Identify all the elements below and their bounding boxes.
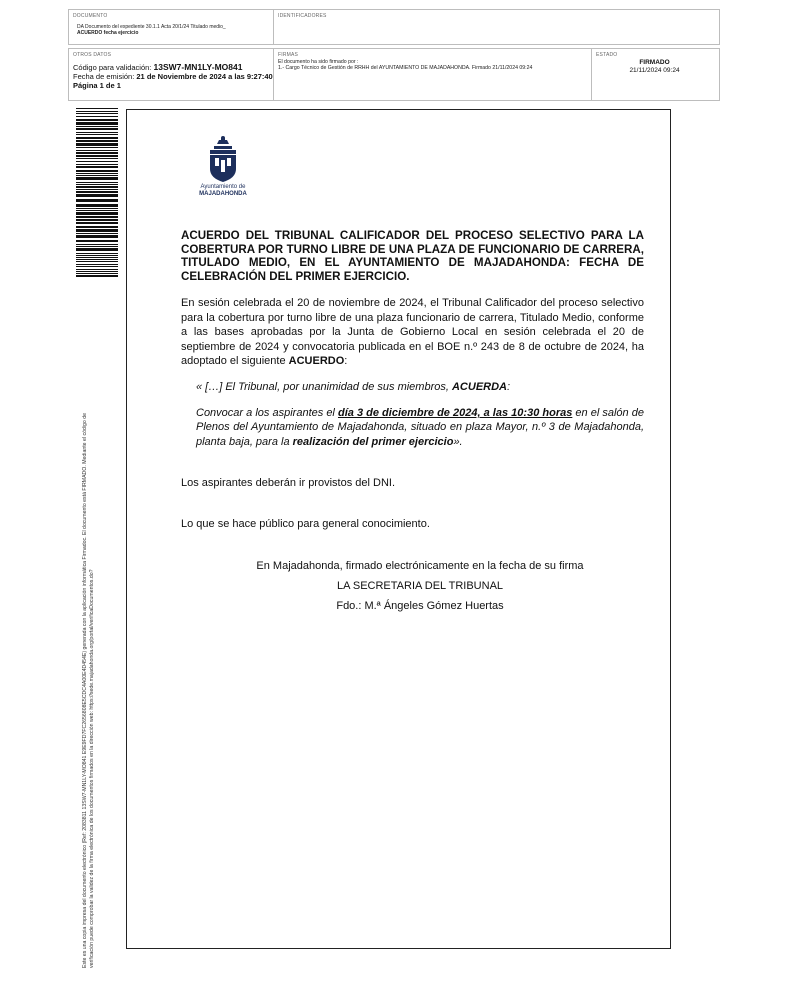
quote-bold: ACUERDA bbox=[451, 381, 507, 393]
barcode-bar bbox=[76, 216, 118, 218]
barcode-bar bbox=[76, 229, 118, 232]
public-paragraph: Lo que se hace público para general conocimiento. bbox=[181, 518, 430, 530]
barcode-bar bbox=[76, 199, 118, 202]
dni-paragraph: Los aspirantes deberán ir provistos del DNI. bbox=[181, 477, 395, 489]
barcode-bar bbox=[76, 244, 118, 245]
barcode-bar bbox=[76, 177, 118, 180]
verification-side-note bbox=[82, 298, 96, 968]
barcode-bar bbox=[76, 175, 118, 176]
signature-role: LA SECRETARIA DEL TRIBUNAL bbox=[336, 580, 504, 592]
document-line-1: DA Documento del expediente 30.1.1 Acta 20/1/24 Titulado medio_ bbox=[77, 24, 226, 30]
intro-bold: ACUERDO bbox=[288, 355, 345, 368]
status-label: ESTADO bbox=[596, 52, 618, 58]
barcode-bar bbox=[76, 191, 118, 193]
barcode-bar bbox=[76, 122, 118, 125]
validation-block bbox=[73, 63, 273, 90]
barcode-bar bbox=[76, 259, 118, 260]
barcode-bar bbox=[76, 269, 118, 270]
barcode-bar bbox=[76, 194, 118, 197]
barcode-bar bbox=[76, 137, 118, 139]
convocation-text-1: Convocar a los aspirantes el bbox=[196, 407, 335, 419]
logo-line-1: Ayuntamiento de bbox=[200, 184, 246, 190]
status-block bbox=[592, 59, 717, 75]
quote-open-text: « […] El Tribunal, por unanimidad de sus miembros, bbox=[196, 381, 449, 393]
barcode-bar bbox=[76, 182, 118, 183]
barcode-bar bbox=[76, 233, 118, 234]
barcode bbox=[76, 108, 118, 278]
barcode-bar bbox=[76, 261, 118, 262]
quote-opening bbox=[196, 380, 644, 394]
document-label: DOCUMENTO bbox=[73, 13, 108, 19]
header-document-box bbox=[68, 9, 274, 45]
emission-date-line bbox=[73, 72, 273, 81]
signature-intro: El documento ha sido firmado por : bbox=[278, 59, 359, 65]
logo-caption bbox=[188, 184, 258, 198]
page-info: Página 1 de 1 bbox=[73, 81, 121, 90]
signatures-block bbox=[278, 59, 590, 71]
barcode-bar bbox=[76, 119, 118, 121]
barcode-bar bbox=[76, 108, 118, 109]
barcode-bar bbox=[76, 161, 118, 162]
barcode-bar bbox=[76, 246, 118, 247]
document-title: ACUERDO DEL TRIBUNAL CALIFICADOR DEL PROCESO SELECTIVO PARA LA COBERTURA POR TURNO LIBRE DE UNA PLAZA DE FUNCIONARIO DE CARRERA, TITULADO MEDIO, EN EL AYUNTAMIENTO DE MAJADAHONDA: FECHA DE CELEBRACIÓN DEL PRIMER EJERCICIO. bbox=[181, 229, 644, 283]
validation-code-line bbox=[73, 63, 273, 72]
signature-name: Fdo.: M.ª Ángeles Gómez Huertas bbox=[336, 600, 504, 612]
barcode-bar bbox=[76, 140, 118, 142]
barcode-bar bbox=[76, 275, 118, 277]
barcode-bar bbox=[76, 113, 118, 114]
barcode-bar bbox=[76, 253, 118, 254]
barcode-bar bbox=[76, 255, 118, 256]
barcode-bar bbox=[76, 219, 118, 221]
header-other-data-box bbox=[68, 48, 274, 101]
barcode-bar bbox=[76, 152, 118, 154]
barcode-bar bbox=[76, 184, 118, 185]
signatures-label: FIRMAS bbox=[278, 52, 299, 58]
barcode-bar bbox=[76, 186, 118, 188]
barcode-bar bbox=[76, 210, 118, 211]
barcode-bar bbox=[76, 189, 118, 190]
barcode-bar bbox=[76, 271, 118, 272]
barcode-bar bbox=[76, 240, 118, 242]
identifiers-label: IDENTIFICADORES bbox=[278, 13, 327, 19]
signature-line: 1.- Cargo Técnico de Gestión de RRHH del AYUNTAMIENTO DE MAJADAHONDA. Firmado 21/11/2024 09:24 bbox=[278, 65, 533, 71]
document-line-2: ACUERDO fecha ejercicio bbox=[77, 30, 139, 36]
barcode-bar bbox=[76, 166, 118, 168]
status-value: FIRMADO bbox=[639, 59, 670, 66]
convocation-end: ». bbox=[453, 435, 463, 448]
barcode-bar bbox=[76, 126, 118, 127]
barcode-bar bbox=[76, 111, 118, 112]
barcode-bar bbox=[76, 158, 118, 159]
header-signatures-box bbox=[273, 48, 592, 101]
validation-code-prefix: Código para validación: bbox=[73, 63, 152, 72]
barcode-bar bbox=[76, 222, 118, 224]
barcode-bar bbox=[76, 150, 118, 151]
header-identifiers-box bbox=[273, 9, 720, 45]
barcode-bar bbox=[76, 143, 118, 146]
barcode-bar bbox=[76, 164, 118, 165]
side-note-line-1: Este es una copia impresa del documento electrónico (Ref: 2083811 13SW7-MN1LY-MO841 E9E9FD7FC2656808E5CDC4A00E4D454E) generada con la aplicación informática Firmadoc. El documento está FIRMADO. Mediante el código de bbox=[82, 413, 88, 968]
barcode-bar bbox=[76, 266, 118, 267]
intro-text: En sesión celebrada el 20 de noviembre de 2024, el Tribunal Calificador del proceso selectivo para la cobertura por turno libre de una plaza funcionario de carrera, Titulado Medio, conforme a las bases aprobadas por la Junta de Gobierno Local en sesión celebrada el 20 de septiembre de 2024 y convocatoria publicada en el BOE n.º 243 de 8 de octubre de 2024, ha adoptado el siguiente bbox=[181, 297, 644, 368]
barcode-bar bbox=[76, 134, 118, 135]
barcode-bar bbox=[76, 208, 118, 209]
barcode-bar bbox=[76, 132, 118, 133]
barcode-bar bbox=[76, 170, 118, 172]
logo-line-2: MAJADAHONDA bbox=[199, 191, 247, 197]
barcode-bar bbox=[76, 116, 118, 117]
barcode-bar bbox=[76, 226, 118, 228]
document-description bbox=[77, 24, 273, 36]
barcode-bar bbox=[76, 155, 118, 157]
quote-colon: : bbox=[506, 381, 511, 393]
status-date: 21/11/2024 09:24 bbox=[629, 67, 680, 74]
barcode-bar bbox=[76, 273, 118, 274]
barcode-bar bbox=[76, 128, 118, 130]
barcode-bar bbox=[76, 212, 118, 215]
barcode-bar bbox=[76, 248, 118, 251]
barcode-bar bbox=[76, 204, 118, 207]
barcode-bar bbox=[76, 257, 118, 258]
convocation-paragraph bbox=[196, 406, 644, 449]
intro-paragraph bbox=[181, 296, 644, 369]
header-status-box bbox=[591, 48, 720, 101]
barcode-bar bbox=[76, 147, 118, 148]
convocation-bold: realización del primer ejercicio bbox=[292, 435, 454, 448]
side-note-line-2: verificación puede comprobar la validez de la firma electrónica de los documentos firmados en la dirección web: https://sede.majadahonda.org/portal/verificaDocumentos.do? bbox=[89, 569, 95, 968]
barcode-bar bbox=[76, 264, 118, 265]
intro-end: : bbox=[344, 355, 348, 368]
emission-prefix: Fecha de emisión: bbox=[73, 72, 135, 81]
other-data-label: OTROS DATOS bbox=[73, 52, 112, 58]
barcode-bar bbox=[76, 173, 118, 174]
barcode-bar bbox=[76, 235, 118, 238]
convocation-text-2: en el salón de Plenos del Ayuntamiento de Majadahonda, situado en plaza Mayor, n.º 3 de Majadahonda, planta baja, para la bbox=[196, 407, 644, 448]
convocation-date: día 3 de diciembre de 2024, a las 10:30 horas bbox=[337, 407, 573, 419]
emission-date: 21 de Noviembre de 2024 a las 9:27:40 bbox=[136, 72, 273, 81]
signature-place: En Majadahonda, firmado electrónicamente en la fecha de su firma bbox=[256, 560, 584, 572]
validation-code: 13SW7-MN1LY-MO841 bbox=[153, 62, 243, 72]
